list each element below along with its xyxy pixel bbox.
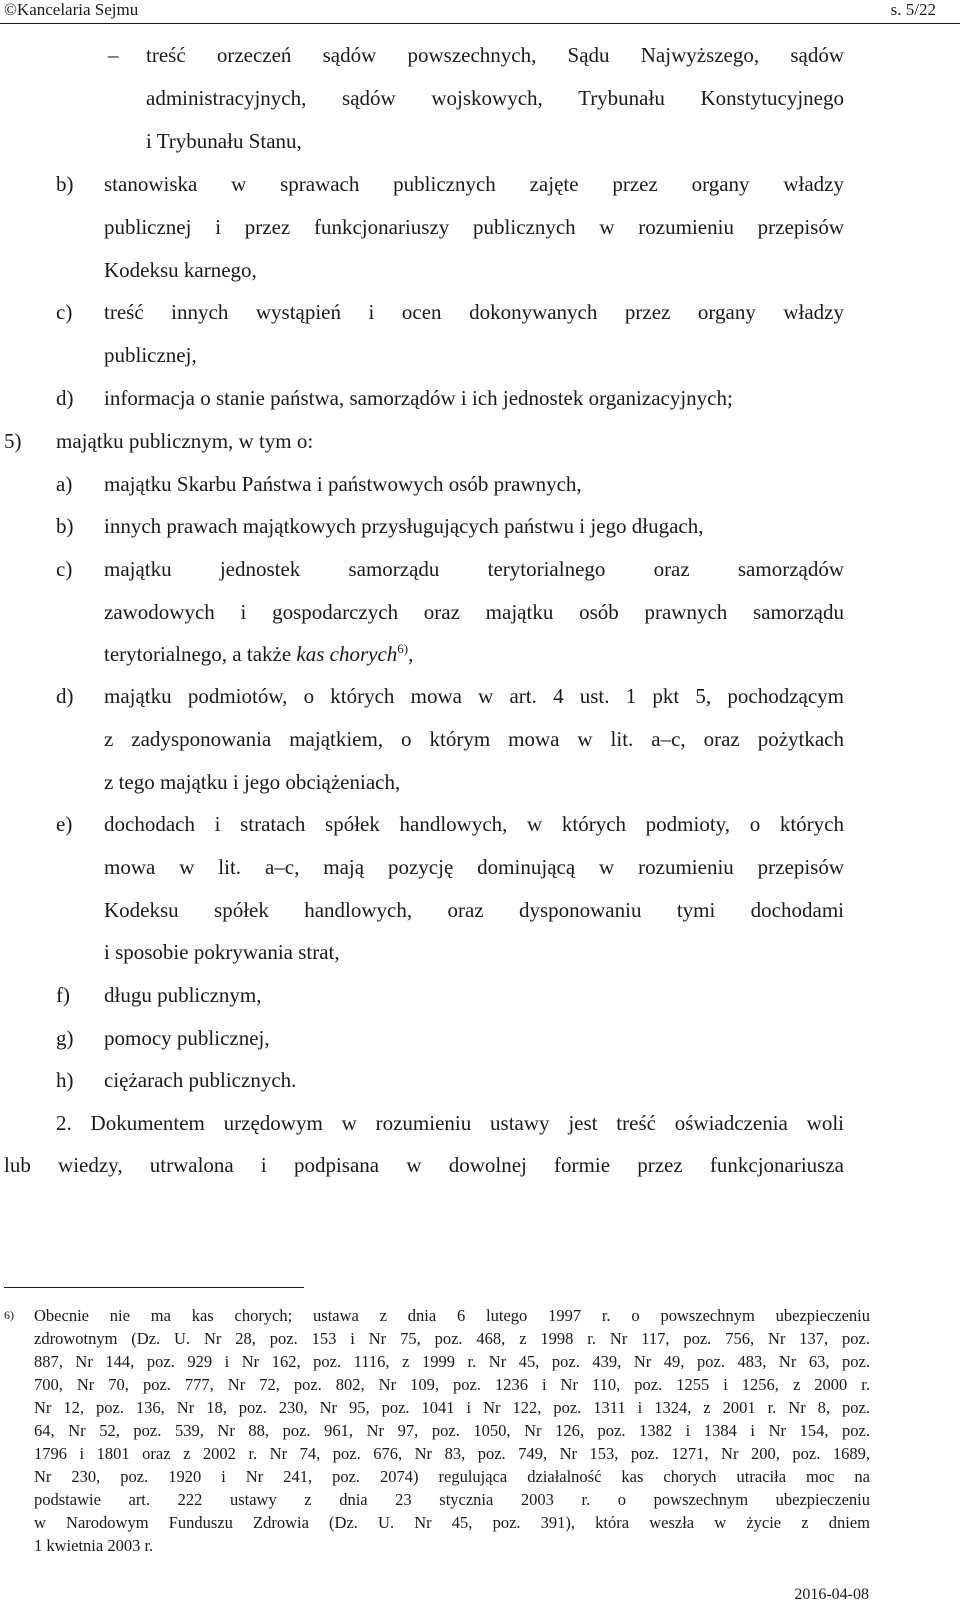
- text-line: pomocy publicznej,: [104, 1026, 270, 1050]
- text-line: treść orzeczeń sądów powszechnych, Sądu Najwyższego, sądów: [146, 43, 844, 67]
- text-line: 2. Dokumentem urzędowym w rozumieniu ustawy jest treść oświadczenia woli: [56, 1111, 844, 1135]
- text-line: stanowiska w sprawach publicznych zajęte przez organy władzy: [104, 172, 844, 196]
- item-marker: h): [56, 1068, 74, 1092]
- text-line: majątku publicznym, w tym o:: [56, 429, 314, 453]
- italic-term: kas chorych: [296, 642, 398, 666]
- text-line: Kodeksu spółek handlowych, oraz dysponowaniu tymi dochodami: [104, 898, 844, 922]
- footnote-line: 1796 i 1801 oraz z 2002 r. Nr 74, poz. 676, Nr 83, poz. 749, Nr 153, poz. 1271, Nr 200, poz. 1689,: [34, 1444, 870, 1463]
- text-line: z tego majątku i jego obciążeniach,: [104, 770, 401, 794]
- footnote-line: podstawie art. 222 ustawy z dnia 23 stycznia 2003 r. o powszechnym ubezpieczeniu: [34, 1490, 870, 1509]
- item-marker: d): [56, 684, 74, 708]
- text-line: zawodowych i gospodarczych oraz majątku osób prawnych samorządu: [104, 600, 844, 624]
- text-line: i sposobie pokrywania strat,: [104, 940, 340, 964]
- text-line: innych prawach majątkowych przysługujących państwu i jego długach,: [104, 514, 704, 538]
- text-line: majątku podmiotów, o których mowa w art. 4 ust. 1 pkt 5, pochodzącym: [104, 684, 844, 708]
- footnote-line: Obecnie nie ma kas chorych; ustawa z dnia 6 lutego 1997 r. o powszechnym ubezpieczeniu: [34, 1306, 870, 1325]
- text-line: Kodeksu karnego,: [104, 258, 257, 282]
- text-line: dochodach i stratach spółek handlowych, w których podmioty, o których: [104, 812, 844, 836]
- dash-marker: –: [108, 43, 119, 67]
- text-line: publicznej,: [104, 343, 197, 367]
- text-line: majątku Skarbu Państwa i państwowych osób prawnych,: [104, 472, 582, 496]
- item-marker: d): [56, 386, 74, 410]
- text-segment: ,: [408, 642, 414, 666]
- page-number: s. 5/22: [890, 0, 936, 19]
- item-marker: e): [56, 812, 73, 836]
- text-line: treść innych wystąpień i ocen dokonywanych przez organy władzy: [104, 300, 844, 324]
- footnote-separator: [4, 1287, 304, 1288]
- document-date: 2016-04-08: [794, 1586, 869, 1603]
- point-marker: 5): [4, 429, 22, 453]
- text-line: z zadysponowania majątkiem, o którym mowa w lit. a–c, oraz pożytkach: [104, 727, 844, 751]
- text-line: publicznej i przez funkcjonariuszy publicznych w rozumieniu przepisów: [104, 215, 844, 239]
- item-marker: b): [56, 514, 74, 538]
- item-marker: f): [56, 983, 70, 1007]
- footnote-line: Nr 230, poz. 1920 i Nr 241, poz. 2074) regulująca działalność kas chorych utraciła moc na: [34, 1467, 870, 1486]
- page-header: [0, 0, 960, 30]
- text-line: mowa w lit. a–c, mają pozycję dominującą w rozumieniu przepisów: [104, 855, 844, 879]
- item-marker: c): [56, 557, 73, 581]
- item-marker: a): [56, 472, 73, 496]
- footnote-line: 1 kwietnia 2003 r.: [34, 1536, 154, 1555]
- text-segment: terytorialnego, a także: [104, 642, 297, 666]
- text-line: administracyjnych, sądów wojskowych, Trybunału Konstytucyjnego: [146, 86, 844, 110]
- footnote-line: 64, Nr 52, poz. 539, Nr 88, poz. 961, Nr 97, poz. 1050, Nr 126, poz. 1382 i 1384 i Nr 154, poz.: [34, 1421, 870, 1440]
- item-marker: b): [56, 172, 74, 196]
- text-line: majątku jednostek samorządu terytorialnego oraz samorządów: [104, 557, 844, 581]
- text-line: ciężarach publicznych.: [104, 1068, 297, 1092]
- footnote-line: 887, Nr 144, poz. 929 i Nr 162, poz. 1116, z 1999 r. Nr 45, poz. 439, Nr 49, poz. 483, Nr 63, poz.: [34, 1352, 870, 1371]
- text-line: informacja o stanie państwa, samorządów i ich jednostek organizacyjnych;: [104, 386, 733, 410]
- footnote-marker: 6): [4, 1308, 14, 1322]
- footnote-line: 700, Nr 70, poz. 777, Nr 72, poz. 802, Nr 109, poz. 1236 i Nr 110, poz. 1255 i 1256, z 2000 r.: [34, 1375, 870, 1394]
- footnote-line: zdrowotnym (Dz. U. Nr 28, poz. 153 i Nr 75, poz. 468, z 1998 r. Nr 117, poz. 756, Nr 137, poz.: [34, 1329, 870, 1348]
- text-line: i Trybunału Stanu,: [146, 129, 302, 153]
- footnote-ref: 6): [397, 641, 409, 656]
- item-marker: g): [56, 1026, 74, 1050]
- header-rule: [0, 23, 960, 24]
- text-line: [104, 642, 413, 667]
- item-marker: c): [56, 300, 73, 324]
- source-label: ©Kancelaria Sejmu: [4, 0, 139, 19]
- text-line: długu publicznym,: [104, 983, 262, 1007]
- text-line: lub wiedzy, utrwalona i podpisana w dowolnej formie przez funkcjonariusza: [4, 1153, 844, 1177]
- footnote-line: w Narodowym Funduszu Zdrowia (Dz. U. Nr 45, poz. 391), która weszła w życie z dniem: [34, 1513, 870, 1532]
- footnote-line: Nr 12, poz. 136, Nr 18, poz. 230, Nr 95, poz. 1041 i Nr 122, poz. 1311 i 1324, z 2001 r. Nr 8, poz.: [34, 1398, 870, 1417]
